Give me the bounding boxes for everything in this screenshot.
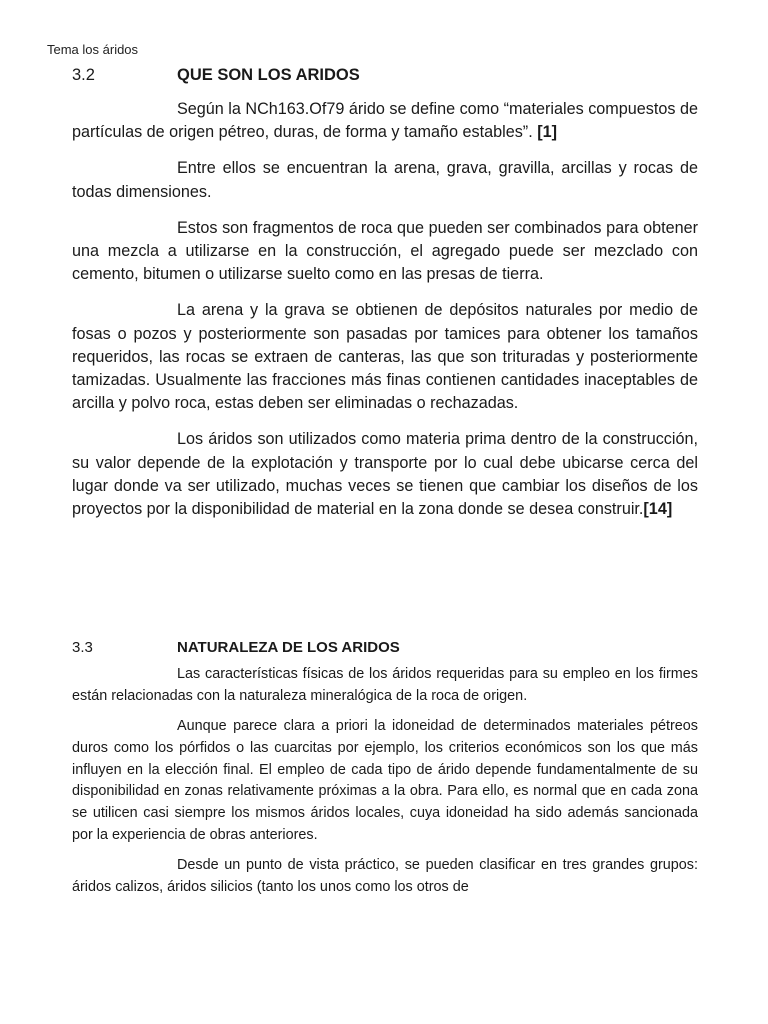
paragraph: Aunque parece clara a priori la idoneidad de determinados materiales pétreos duros como los pórfidos o las cuarcitas por ejemplo, los criterios económicos son los que más influyen en la elección final. El empleo de cada tipo de árido depende fundamentalmente de su disponibilidad en zonas relativamente próximas a la obra. Para ello, es normal que en cada zona se utilicen casi siempre los mismos áridos locales, cuya idoneidad ha sido además sancionada por la experiencia de obras anteriores. [72, 718, 698, 844]
paragraph: Las características físicas de los áridos requeridas para su empleo en los firmes están relacionadas con la naturaleza mineralógica de la roca de origen. [72, 666, 698, 704]
paragraph: Estos son fragmentos de roca que pueden ser combinados para obtener una mezcla a utilizarse en la construcción, el agregado puede ser mezclado con cemento, bitumen o utilizarse suelto como en las presas de tierra. [72, 218, 698, 284]
paragraph: Entre ellos se encuentran la arena, grava, gravilla, arcillas y rocas de todas dimensiones. [72, 159, 698, 201]
section-3-2 [72, 66, 698, 534]
section-heading [72, 66, 698, 85]
paragraph-text: Los áridos son utilizados como materia prima dentro de la construcción, su valor depende de la explotación y transporte por lo cual debe ubicarse cerca del lugar donde va ser utilizado, muchas veces se tienen que cambiar los diseños de los proyectos por la disponibilidad de material en la zona donde se desea construir. [72, 430, 698, 519]
paragraph: La arena y la grava se obtienen de depósitos naturales por medio de fosas o pozos y posteriormente son pasadas por tamices para obtener los tamaños requeridos, las rocas se extraen de canteras, las que son trituradas y posteriormente tamizadas. Usualmente las fracciones más finas contienen cantidades inaceptables de arcilla y polvo roca, estas deben ser eliminadas o rechazadas. [72, 301, 698, 413]
paragraph [72, 98, 698, 144]
section-heading [72, 639, 698, 656]
citation: [14] [643, 500, 673, 519]
section-title: NATURALEZA DE LOS ARIDOS [177, 639, 400, 656]
paragraph [72, 428, 698, 521]
paragraph: Desde un punto de vista práctico, se pueden clasificar en tres grandes grupos: áridos calizos, áridos silicios (tanto los unos como los otros de [72, 857, 698, 896]
section-number: 3.2 [72, 66, 95, 84]
running-header: Tema los áridos [47, 42, 139, 57]
section-3-3 [72, 639, 698, 907]
citation: [1] [537, 123, 557, 142]
section-number: 3.3 [72, 639, 93, 656]
paragraph-text: Según la NCh163.Of79 árido se define como “materiales compuestos de partículas de origen pétreo, duras, de forma y tamaño estables”. [72, 100, 698, 142]
section-title: QUE SON LOS ARIDOS [177, 66, 360, 84]
